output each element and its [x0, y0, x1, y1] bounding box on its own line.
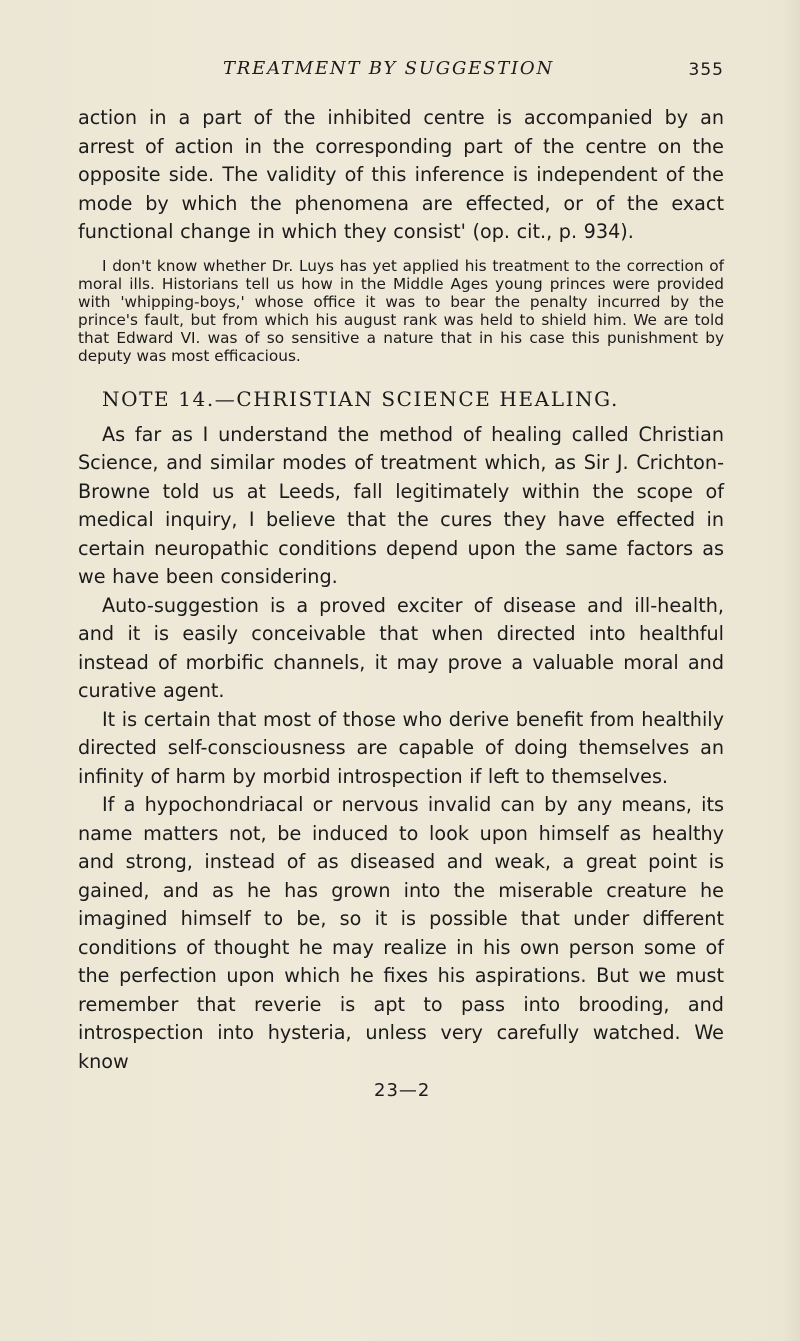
running-title: TREATMENT BY SUGGESTION — [223, 58, 555, 79]
paragraph-luys-note: I don't know whether Dr. Luys has yet applied his treatment to the correction of moral ills. Historians tell us how in the Middle Ages young princes were provided with 'whipping-boys,' whose office it was to bear the penalty incurred by the prince's fault, but from which his august rank was held to shield him. We are told that Edward VI. was of so sensitive a nature that in his case this punishment by deputy was most efficacious. — [78, 256, 724, 365]
page-edge-shading — [782, 0, 800, 1341]
paragraph-hypochondriacal: If a hypochondriacal or nervous invalid can by any means, its name matters not, be induced to look upon himself as healthy and strong, instead of as diseased and weak, a great point is gained, and as he has grown into the miserable creature he imagined himself to be, so it is possible that under different conditions of thought he may realize in his own person some of the perfection upon which he fixes his aspirations. But we must remember that reverie is apt to pass into brooding, and introspection into hysteria, unless very carefully watched. We know — [78, 793, 724, 1073]
paragraph-auto-suggestion: Auto-suggestion is a proved exciter of disease and ill-health, and it is easily conceivable that when directed into healthful instead of morbific channels, it may prove a valuable moral and curative agent. — [78, 593, 724, 702]
note-heading: NOTE 14.—CHRISTIAN SCIENCE HEALING. — [102, 386, 619, 411]
signature-mark: 23—2 — [374, 1080, 431, 1101]
paragraph-continuation: action in a part of the inhibited centre is accompanied by an arrest of action in the corresponding part of the centre on the opposite side. The validity of this inference is independent of the mode by which the phenomena are effected, or of the exact functional change in which they consist' (op. cit., p. 934). — [78, 106, 724, 243]
running-header — [78, 58, 724, 86]
page-content — [78, 58, 724, 1101]
page-number: 355 — [688, 60, 724, 80]
paragraph-christian-science: As far as I understand the method of healing called Christian Science, and similar modes of treatment which, as Sir J. Crichton-Browne told us at Leeds, fall legitimately within the scope of medical inquiry, I believe that the cures they have effected in certain neuropathic conditions depend upon the same factors as we have been considering. — [78, 422, 724, 588]
paragraph-certain: It is certain that most of those who derive benefit from healthily directed self-consciousness are capable of doing themselves an infinity of harm by morbid introspection if left to themselves. — [78, 707, 724, 788]
